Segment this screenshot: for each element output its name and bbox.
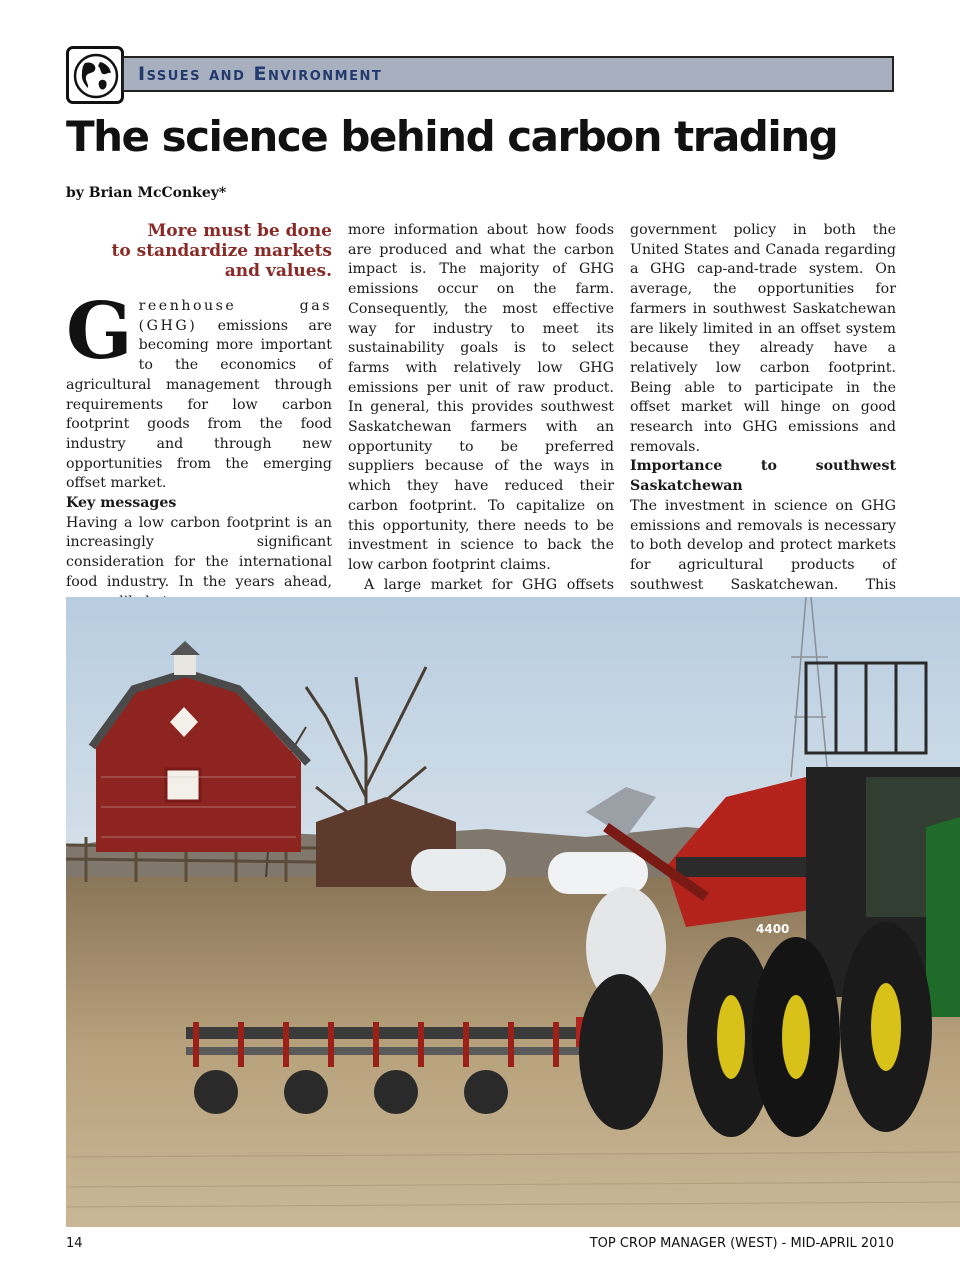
importance-text: The investment in science on GHG emissions and removals is necessary to both develop and protect markets for agricultural products of southwest Saskatchewan. This [630,497,896,593]
key-messages-p2-start: A large market for GHG offsets [364,576,614,593]
fuel-tank-2 [548,852,648,894]
farm-scene [66,597,960,1227]
farm-photo [66,597,960,1227]
magazine-footer: TOP CROP MANAGER (WEST) - MID-APRIL 2010 [589,1236,894,1251]
dropcap: G [66,286,133,377]
section-label: Issues and Environment [138,63,383,85]
machine-label: 4400 [756,922,790,936]
deck [66,221,332,281]
fuel-tank-1 [411,849,506,891]
deck-line-1: More must be done [147,221,332,241]
subhead-importance: Importance to southwest Saskatchewan [630,458,896,495]
column-1 [66,221,332,612]
lead-paragraph [66,286,332,494]
globe-icon [73,53,119,99]
headline: The science behind carbon trading [66,112,838,161]
column-3 [630,221,896,635]
lead-text: emissions are becoming more important to the economics of agricultural management through requirements for low carbon footprint goods from the food industry and through new opportunities from the emerging offset market. [66,317,332,492]
key-messages-p2-end: government policy in both the United States and Canada regarding a GHG cap-and-trade system. On average, the opportunities for farmers in southwest Saskatchewan are likely limited in an offset system because they already have a relatively low carbon footprint. Being able to participate in the offset market will hinge on good research into GHG emissions and removals. [630,222,896,455]
key-messages-p1-start: Having a low carbon footprint is an increasingly significant consideration for the international food industry. In the years ahead, [66,514,332,590]
deck-line-3: and values. [224,261,332,281]
subhead-key-messages: Key messages [66,495,177,512]
lead-first-line: reenhouse gas (GHG) [138,298,332,334]
section-logo [66,46,124,104]
byline: by Brian McConkey* [66,185,227,201]
deck-line-2: to standardize markets [111,241,332,261]
section-band [122,56,894,92]
cart-tire [579,974,663,1130]
key-messages-p1-end: more information about how foods are produced and what the carbon impact is. The majority of GHG emissions occur on the farm. Consequently, the most effective way for industry to meet its sustainability goals is to select farms with relatively low GHG emissions per unit of raw product. In general, this provides southwest Saskatchewan farmers with an opportunity to be preferred suppliers because of the ways in which they have reduced their carbon footprint. To capitalize on this opportunity, there needs to be investment in science to back the low carbon footprint claims. [348,222,614,573]
section-header [66,46,894,104]
tractor-wheels [687,922,932,1137]
column-2 [348,221,614,635]
page-number: 14 [66,1236,83,1251]
